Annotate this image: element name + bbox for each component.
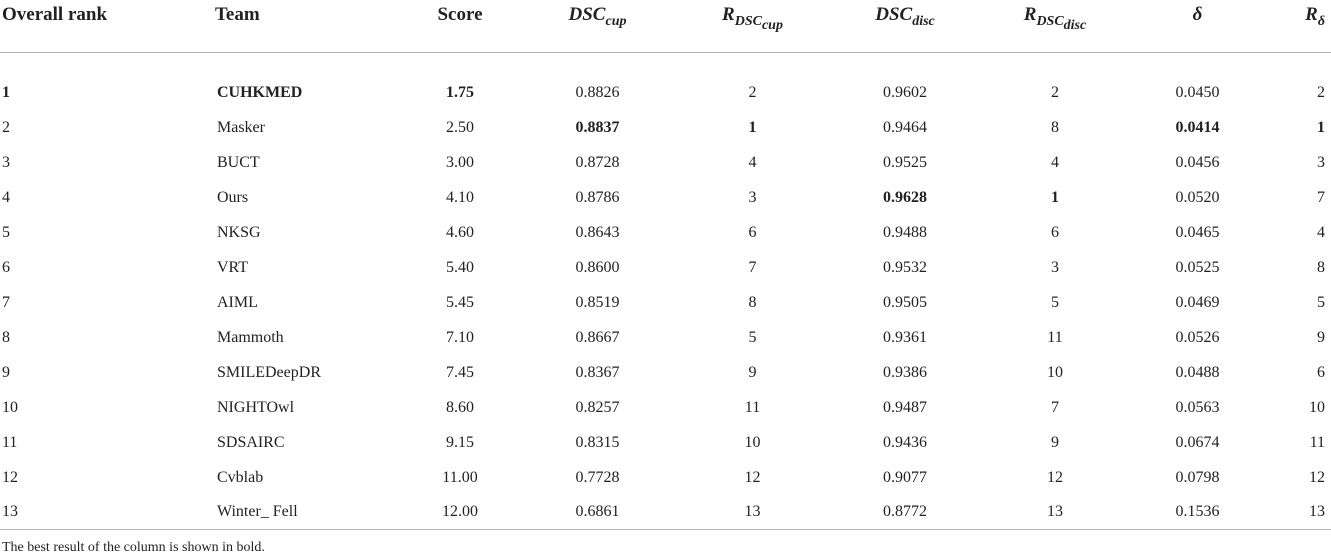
cell-r-dsc-cup: 5: [748, 328, 757, 346]
cell-rank: 9: [2, 363, 10, 381]
cell-delta: 0.1536: [1130, 495, 1265, 530]
cell-score: 11.00: [442, 468, 478, 486]
cell-team: SDSAIRC: [217, 433, 285, 451]
cell-dsc-cup: 0.8315: [575, 433, 620, 451]
cell-team: NKSG: [217, 223, 261, 241]
cell-r-delta: 12: [1309, 468, 1325, 486]
cell-rank: 13: [0, 495, 205, 530]
cell-r-dsc-disc: 12: [1047, 468, 1063, 486]
header-delta: δ: [1130, 0, 1265, 53]
table-row: [0, 425, 1331, 460]
cell-dsc-cup: 0.8257: [575, 398, 620, 416]
cell-r-dsc-disc: 1: [1051, 188, 1059, 206]
cell-r-dsc-cup: 4: [748, 153, 757, 171]
cell-dsc-cup: 0.8519: [575, 293, 620, 311]
cell-score: 5.40: [446, 258, 474, 276]
cell-delta: 0.0674: [1175, 433, 1220, 451]
cell-dsc-cup: 0.7728: [575, 468, 620, 486]
cell-r-dsc-disc: 11: [1047, 328, 1063, 346]
cell-r-dsc-disc: 9: [1051, 433, 1059, 451]
cell-team: SMILEDeepDR: [217, 363, 321, 381]
cell-delta: 0.0488: [1175, 363, 1220, 381]
cell-dsc-cup: 0.8667: [575, 328, 620, 346]
cell-r-dsc-disc: 6: [1051, 223, 1059, 241]
cell-team: AIML: [217, 293, 258, 311]
cell-rank: 12: [2, 468, 18, 486]
cell-team: Masker: [217, 118, 265, 136]
header-row: [0, 0, 1331, 53]
cell-dsc-disc: 0.9386: [883, 363, 927, 381]
cell-r-dsc-cup: 2: [748, 83, 757, 101]
cell-team: VRT: [217, 258, 249, 276]
cell-dsc-disc: 0.9464: [883, 118, 927, 136]
cell-rank: 2: [2, 118, 10, 136]
cell-r-dsc-cup: 10: [744, 433, 761, 451]
cell-dsc-disc: 0.9077: [883, 468, 927, 486]
cell-delta: 0.0798: [1175, 468, 1220, 486]
cell-r-dsc-cup: 11: [744, 398, 761, 416]
cell-dsc-disc: 0.9505: [883, 293, 927, 311]
header-score: Score: [400, 0, 520, 53]
cell-score: 7.10: [446, 328, 474, 346]
cell-r-delta: 5: [1317, 293, 1325, 311]
table-header: [0, 0, 1331, 75]
cell-dsc-disc: 0.9532: [883, 258, 927, 276]
cell-r-dsc-disc: 10: [1047, 363, 1063, 381]
cell-score: 7.45: [446, 363, 474, 381]
cell-dsc-cup: 0.8786: [575, 188, 620, 206]
table-row: [0, 320, 1331, 355]
cell-dsc-cup: 0.8643: [575, 223, 620, 241]
cell-rank: 4: [2, 188, 10, 206]
cell-delta: 0.0456: [1175, 153, 1220, 171]
cell-rank: 3: [2, 153, 10, 171]
cell-r-dsc-disc: 8: [1051, 118, 1059, 136]
header-r-dsc-disc: $R_{DSC_{disc}}$: [980, 0, 1130, 53]
cell-dsc-cup: 0.8826: [575, 83, 620, 101]
cell-team: CUHKMED: [217, 83, 303, 101]
cell-r-dsc-disc: 5: [1051, 293, 1059, 311]
cell-r-delta: 8: [1317, 258, 1325, 276]
cell-score: 4.10: [446, 188, 474, 206]
cell-dsc-cup: 0.8728: [575, 153, 620, 171]
cell-r-dsc-disc: 7: [1051, 398, 1059, 416]
cell-score: 2.50: [446, 118, 474, 136]
header-overall-rank: Overall rank: [0, 0, 205, 53]
table-row: [0, 180, 1331, 215]
cell-r-delta: 11: [1309, 433, 1325, 451]
table-row: [0, 145, 1331, 180]
cell-rank: 7: [2, 293, 10, 311]
cell-delta: 0.0525: [1175, 258, 1220, 276]
cell-dsc-cup: 0.6861: [520, 495, 675, 530]
cell-r-dsc-cup: 12: [744, 468, 761, 486]
cell-r-dsc-cup: 3: [748, 188, 757, 206]
header-r-dsc-cup: $R_{DSC_{cup}}$: [675, 0, 830, 53]
cell-r-dsc-disc: 3: [1051, 258, 1059, 276]
cell-team: Mammoth: [217, 328, 284, 346]
cell-rank: 1: [2, 83, 10, 101]
cell-dsc-disc: 0.9436: [883, 433, 927, 451]
cell-r-dsc-cup: 1: [748, 118, 757, 136]
cell-score: 3.00: [446, 153, 474, 171]
cell-score: 12.00: [400, 495, 520, 530]
table-footnote: The best result of the column is shown in bold.: [2, 540, 265, 555]
table-body: [0, 75, 1331, 530]
table-row: [0, 460, 1331, 495]
cell-r-delta: 1: [1317, 118, 1325, 136]
table-row: [0, 110, 1331, 145]
cell-team: Ours: [217, 188, 249, 206]
cell-team: Cvblab: [217, 468, 264, 486]
cell-delta: 0.0414: [1175, 118, 1220, 136]
cell-rank: 10: [2, 398, 18, 416]
cell-r-dsc-cup: 6: [748, 223, 757, 241]
table-row: [0, 355, 1331, 390]
cell-dsc-disc: 0.9488: [883, 223, 927, 241]
cell-score: 4.60: [446, 223, 474, 241]
cell-r-delta: 3: [1317, 153, 1325, 171]
cell-r-delta: 13: [1265, 495, 1331, 530]
header-team: Team: [205, 0, 400, 53]
cell-dsc-cup: 0.8837: [575, 118, 620, 136]
cell-delta: 0.0526: [1175, 328, 1220, 346]
cell-delta: 0.0465: [1175, 223, 1220, 241]
cell-r-dsc-cup: 7: [748, 258, 757, 276]
cell-r-delta: 7: [1317, 188, 1325, 206]
table-row: [0, 390, 1331, 425]
cell-r-dsc-cup: 13: [675, 495, 830, 530]
table-row: [0, 495, 1331, 530]
cell-rank: 11: [2, 433, 18, 451]
cell-r-delta: 10: [1309, 398, 1325, 416]
cell-dsc-disc: 0.8772: [830, 495, 980, 530]
cell-r-dsc-disc: 13: [980, 495, 1130, 530]
cell-dsc-disc: 0.9487: [883, 398, 927, 416]
cell-dsc-disc: 0.9525: [883, 153, 927, 171]
cell-delta: 0.0563: [1175, 398, 1220, 416]
cell-r-dsc-cup: 9: [748, 363, 757, 381]
cell-dsc-disc: 0.9361: [883, 328, 927, 346]
cell-delta: 0.0469: [1175, 293, 1220, 311]
cell-r-delta: 9: [1317, 328, 1325, 346]
cell-rank: 5: [2, 223, 10, 241]
cell-score: 1.75: [446, 83, 474, 101]
cell-team: BUCT: [217, 153, 260, 171]
header-r-delta: $R_\delta$: [1265, 0, 1331, 53]
header-dsc-cup: $DSC_{cup}$: [520, 0, 675, 53]
cell-dsc-disc: 0.9602: [883, 83, 927, 101]
cell-dsc-cup: 0.8600: [575, 258, 620, 276]
cell-score: 8.60: [446, 398, 474, 416]
cell-r-dsc-cup: 8: [748, 293, 757, 311]
cell-r-delta: 4: [1317, 223, 1325, 241]
cell-dsc-cup: 0.8367: [575, 363, 620, 381]
cell-rank: 8: [2, 328, 10, 346]
header-dsc-disc: $DSC_{disc}$: [830, 0, 980, 53]
cell-r-dsc-disc: 2: [1051, 83, 1059, 101]
table-row: [0, 285, 1331, 320]
cell-rank: 6: [2, 258, 10, 276]
cell-delta: 0.0450: [1175, 83, 1220, 101]
cell-score: 9.15: [446, 433, 474, 451]
table-row: [0, 215, 1331, 250]
cell-r-delta: 2: [1317, 83, 1325, 101]
cell-score: 5.45: [446, 293, 474, 311]
cell-dsc-disc: 0.9628: [883, 188, 927, 206]
table-row: [0, 250, 1331, 285]
cell-r-dsc-disc: 4: [1051, 153, 1059, 171]
cell-team: NIGHTOwl: [217, 398, 295, 416]
cell-team: Winter_ Fell: [205, 495, 400, 530]
table-row: [0, 75, 1331, 110]
cell-delta: 0.0520: [1175, 188, 1220, 206]
cell-r-delta: 6: [1317, 363, 1325, 381]
